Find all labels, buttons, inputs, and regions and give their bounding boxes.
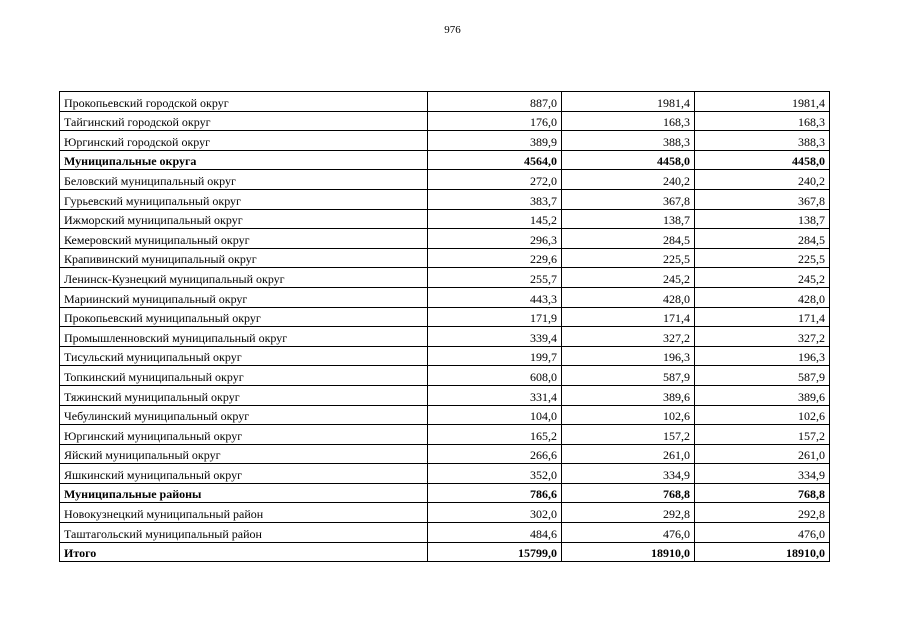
value-cell-2: 4458,0 bbox=[562, 150, 695, 170]
value-cell-1: 608,0 bbox=[428, 366, 562, 386]
value-cell-1: 484,6 bbox=[428, 523, 562, 543]
table-row bbox=[60, 287, 830, 307]
value-cell-1: 145,2 bbox=[428, 209, 562, 229]
table-row-subtotal bbox=[60, 150, 830, 170]
value-cell-1: 339,4 bbox=[428, 327, 562, 347]
value-cell-2: 388,3 bbox=[562, 131, 695, 151]
table-row bbox=[60, 327, 830, 347]
row-name-cell: Юргинский городской округ bbox=[60, 131, 428, 151]
value-cell-1: 15799,0 bbox=[428, 542, 562, 562]
value-cell-3: 388,3 bbox=[695, 131, 830, 151]
table-row bbox=[60, 189, 830, 209]
value-cell-3: 240,2 bbox=[695, 170, 830, 190]
value-cell-3: 284,5 bbox=[695, 229, 830, 249]
table-row bbox=[60, 346, 830, 366]
value-cell-1: 331,4 bbox=[428, 385, 562, 405]
value-cell-3: 367,8 bbox=[695, 189, 830, 209]
row-name-cell: Ленинск-Кузнецкий муниципальный округ bbox=[60, 268, 428, 288]
table-row bbox=[60, 131, 830, 151]
value-cell-1: 786,6 bbox=[428, 483, 562, 503]
value-cell-3: 18910,0 bbox=[695, 542, 830, 562]
value-cell-1: 104,0 bbox=[428, 405, 562, 425]
budget-table bbox=[59, 91, 830, 562]
value-cell-3: 138,7 bbox=[695, 209, 830, 229]
table-row bbox=[60, 209, 830, 229]
value-cell-2: 389,6 bbox=[562, 385, 695, 405]
value-cell-2: 240,2 bbox=[562, 170, 695, 190]
table-row bbox=[60, 248, 830, 268]
value-cell-3: 261,0 bbox=[695, 444, 830, 464]
value-cell-3: 334,9 bbox=[695, 464, 830, 484]
value-cell-2: 292,8 bbox=[562, 503, 695, 523]
value-cell-3: 389,6 bbox=[695, 385, 830, 405]
value-cell-2: 261,0 bbox=[562, 444, 695, 464]
table-row bbox=[60, 444, 830, 464]
value-cell-1: 4564,0 bbox=[428, 150, 562, 170]
table-row bbox=[60, 229, 830, 249]
row-name-cell: Ижморский муниципальный округ bbox=[60, 209, 428, 229]
value-cell-1: 352,0 bbox=[428, 464, 562, 484]
row-name-cell: Итого bbox=[60, 542, 428, 562]
table-row bbox=[60, 170, 830, 190]
value-cell-2: 225,5 bbox=[562, 248, 695, 268]
row-name-cell: Яшкинский муниципальный округ bbox=[60, 464, 428, 484]
table-row-subtotal bbox=[60, 542, 830, 562]
value-cell-1: 887,0 bbox=[428, 92, 562, 112]
page-number: 976 bbox=[444, 24, 461, 36]
value-cell-2: 102,6 bbox=[562, 405, 695, 425]
value-cell-2: 284,5 bbox=[562, 229, 695, 249]
table-row bbox=[60, 464, 830, 484]
row-name-cell: Кемеровский муниципальный округ bbox=[60, 229, 428, 249]
value-cell-1: 383,7 bbox=[428, 189, 562, 209]
value-cell-3: 225,5 bbox=[695, 248, 830, 268]
value-cell-3: 587,9 bbox=[695, 366, 830, 386]
table-row bbox=[60, 366, 830, 386]
value-cell-2: 171,4 bbox=[562, 307, 695, 327]
value-cell-2: 768,8 bbox=[562, 483, 695, 503]
value-cell-1: 229,6 bbox=[428, 248, 562, 268]
table-row bbox=[60, 425, 830, 445]
value-cell-1: 272,0 bbox=[428, 170, 562, 190]
value-cell-2: 367,8 bbox=[562, 189, 695, 209]
row-name-cell: Юргинский муниципальный округ bbox=[60, 425, 428, 445]
row-name-cell: Мариинский муниципальный округ bbox=[60, 287, 428, 307]
value-cell-2: 587,9 bbox=[562, 366, 695, 386]
value-cell-2: 157,2 bbox=[562, 425, 695, 445]
value-cell-1: 443,3 bbox=[428, 287, 562, 307]
value-cell-2: 327,2 bbox=[562, 327, 695, 347]
row-name-cell: Тайгинский городской округ bbox=[60, 111, 428, 131]
table-row bbox=[60, 405, 830, 425]
value-cell-3: 1981,4 bbox=[695, 92, 830, 112]
value-cell-3: 102,6 bbox=[695, 405, 830, 425]
value-cell-1: 296,3 bbox=[428, 229, 562, 249]
value-cell-2: 168,3 bbox=[562, 111, 695, 131]
value-cell-2: 1981,4 bbox=[562, 92, 695, 112]
row-name-cell: Крапивинский муниципальный округ bbox=[60, 248, 428, 268]
row-name-cell: Новокузнецкий муниципальный район bbox=[60, 503, 428, 523]
value-cell-1: 199,7 bbox=[428, 346, 562, 366]
row-name-cell: Топкинский муниципальный округ bbox=[60, 366, 428, 386]
value-cell-2: 428,0 bbox=[562, 287, 695, 307]
value-cell-3: 327,2 bbox=[695, 327, 830, 347]
value-cell-2: 476,0 bbox=[562, 523, 695, 543]
table-row-subtotal bbox=[60, 483, 830, 503]
table-row bbox=[60, 92, 830, 112]
value-cell-3: 768,8 bbox=[695, 483, 830, 503]
value-cell-3: 171,4 bbox=[695, 307, 830, 327]
row-name-cell: Прокопьевский муниципальный округ bbox=[60, 307, 428, 327]
value-cell-2: 334,9 bbox=[562, 464, 695, 484]
table-row bbox=[60, 523, 830, 543]
value-cell-3: 196,3 bbox=[695, 346, 830, 366]
row-name-cell: Прокопьевский городской округ bbox=[60, 92, 428, 112]
value-cell-1: 255,7 bbox=[428, 268, 562, 288]
row-name-cell: Беловский муниципальный округ bbox=[60, 170, 428, 190]
value-cell-3: 157,2 bbox=[695, 425, 830, 445]
value-cell-3: 476,0 bbox=[695, 523, 830, 543]
value-cell-3: 245,2 bbox=[695, 268, 830, 288]
row-name-cell: Таштагольский муниципальный район bbox=[60, 523, 428, 543]
row-name-cell: Тяжинский муниципальный округ bbox=[60, 385, 428, 405]
row-name-cell: Муниципальные округа bbox=[60, 150, 428, 170]
value-cell-2: 245,2 bbox=[562, 268, 695, 288]
value-cell-3: 428,0 bbox=[695, 287, 830, 307]
row-name-cell: Муниципальные районы bbox=[60, 483, 428, 503]
table-row bbox=[60, 307, 830, 327]
table-row bbox=[60, 503, 830, 523]
row-name-cell: Чебулинский муниципальный округ bbox=[60, 405, 428, 425]
row-name-cell: Яйский муниципальный округ bbox=[60, 444, 428, 464]
value-cell-1: 389,9 bbox=[428, 131, 562, 151]
value-cell-2: 196,3 bbox=[562, 346, 695, 366]
table-row bbox=[60, 268, 830, 288]
row-name-cell: Гурьевский муниципальный округ bbox=[60, 189, 428, 209]
value-cell-1: 176,0 bbox=[428, 111, 562, 131]
table-row bbox=[60, 111, 830, 131]
value-cell-2: 138,7 bbox=[562, 209, 695, 229]
value-cell-3: 4458,0 bbox=[695, 150, 830, 170]
value-cell-1: 165,2 bbox=[428, 425, 562, 445]
row-name-cell: Тисульский муниципальный округ bbox=[60, 346, 428, 366]
value-cell-1: 266,6 bbox=[428, 444, 562, 464]
value-cell-3: 168,3 bbox=[695, 111, 830, 131]
table-row bbox=[60, 385, 830, 405]
value-cell-1: 302,0 bbox=[428, 503, 562, 523]
value-cell-2: 18910,0 bbox=[562, 542, 695, 562]
budget-table-body bbox=[60, 92, 830, 562]
value-cell-3: 292,8 bbox=[695, 503, 830, 523]
value-cell-1: 171,9 bbox=[428, 307, 562, 327]
row-name-cell: Промышленновский муниципальный округ bbox=[60, 327, 428, 347]
